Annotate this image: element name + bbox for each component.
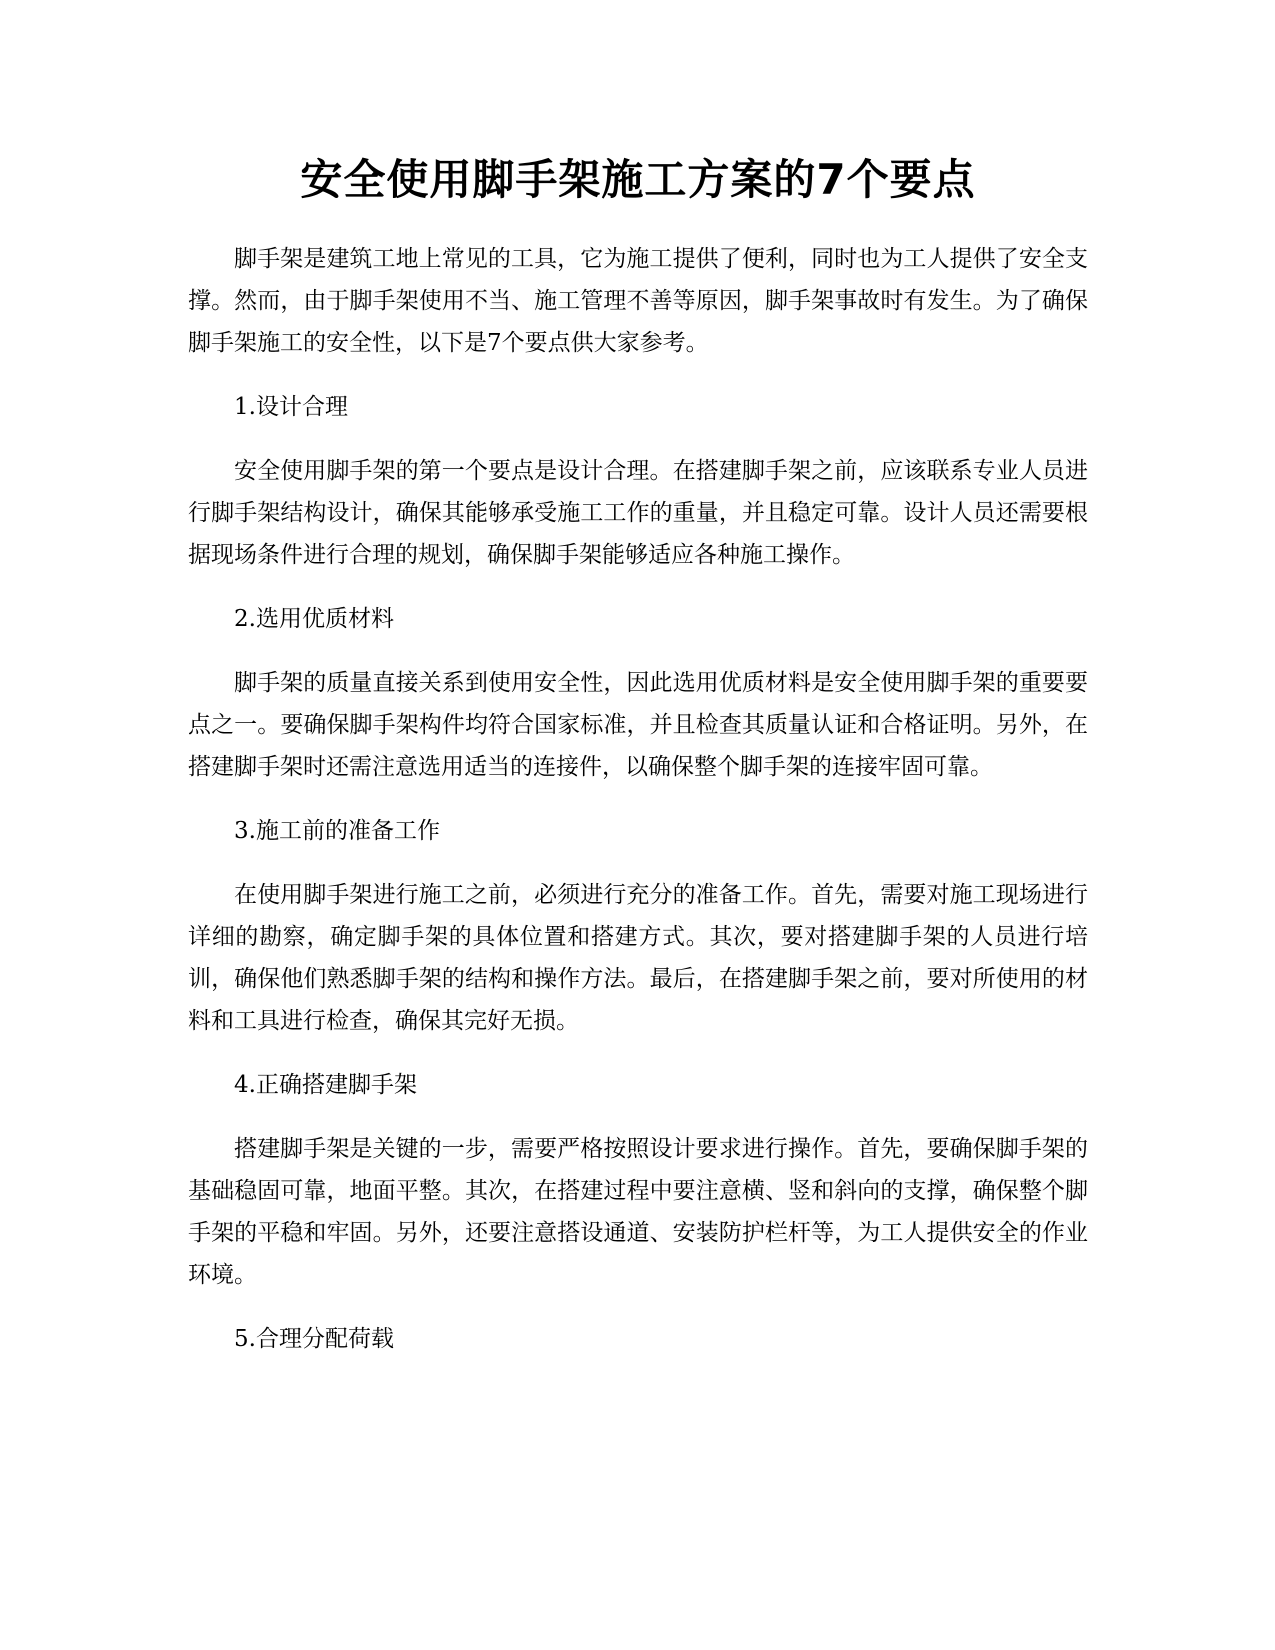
section-heading-5: 5.合理分配荷载	[234, 1326, 394, 1352]
document-body	[188, 148, 1088, 1360]
section-body-4: 搭建脚手架是关键的一步，需要严格按照设计要求进行操作。首先，要确保脚手架的基础稳固可靠，地面平整。其次，在搭建过程中要注意横、竖和斜向的支撑，确保整个脚手架的平稳和牢固。另外，还要注意搭设通道、安装防护栏杆等，为工人提供安全的作业环境。	[188, 1136, 1088, 1288]
section-body-2: 脚手架的质量直接关系到使用安全性，因此选用优质材料是安全使用脚手架的重要要点之一。要确保脚手架构件均符合国家标准，并且检查其质量认证和合格证明。另外，在搭建脚手架时还需注意选用适当的连接件，以确保整个脚手架的连接牢固可靠。	[188, 670, 1088, 780]
section-heading-4: 4.正确搭建脚手架	[234, 1072, 417, 1098]
section-body-1: 安全使用脚手架的第一个要点是设计合理。在搭建脚手架之前，应该联系专业人员进行脚手架结构设计，确保其能够承受施工工作的重量，并且稳定可靠。设计人员还需要根据现场条件进行合理的规划，确保脚手架能够适应各种施工操作。	[188, 458, 1088, 568]
section-heading-2: 2.选用优质材料	[234, 606, 394, 632]
section-body-3: 在使用脚手架进行施工之前，必须进行充分的准备工作。首先，需要对施工现场进行详细的勘察，确定脚手架的具体位置和搭建方式。其次，要对搭建脚手架的人员进行培训，确保他们熟悉脚手架的结构和操作方法。最后，在搭建脚手架之前，要对所使用的材料和工具进行检查，确保其完好无损。	[188, 882, 1088, 1034]
section-heading-3: 3.施工前的准备工作	[234, 818, 440, 844]
section-heading-1: 1.设计合理	[234, 394, 348, 420]
document-title: 安全使用脚手架施工方案的7个要点	[300, 155, 976, 204]
intro-paragraph: 脚手架是建筑工地上常见的工具，它为施工提供了便利，同时也为工人提供了安全支撑。然而，由于脚手架使用不当、施工管理不善等原因，脚手架事故时有发生。为了确保脚手架施工的安全性，以下是7个要点供大家参考。	[188, 246, 1088, 356]
